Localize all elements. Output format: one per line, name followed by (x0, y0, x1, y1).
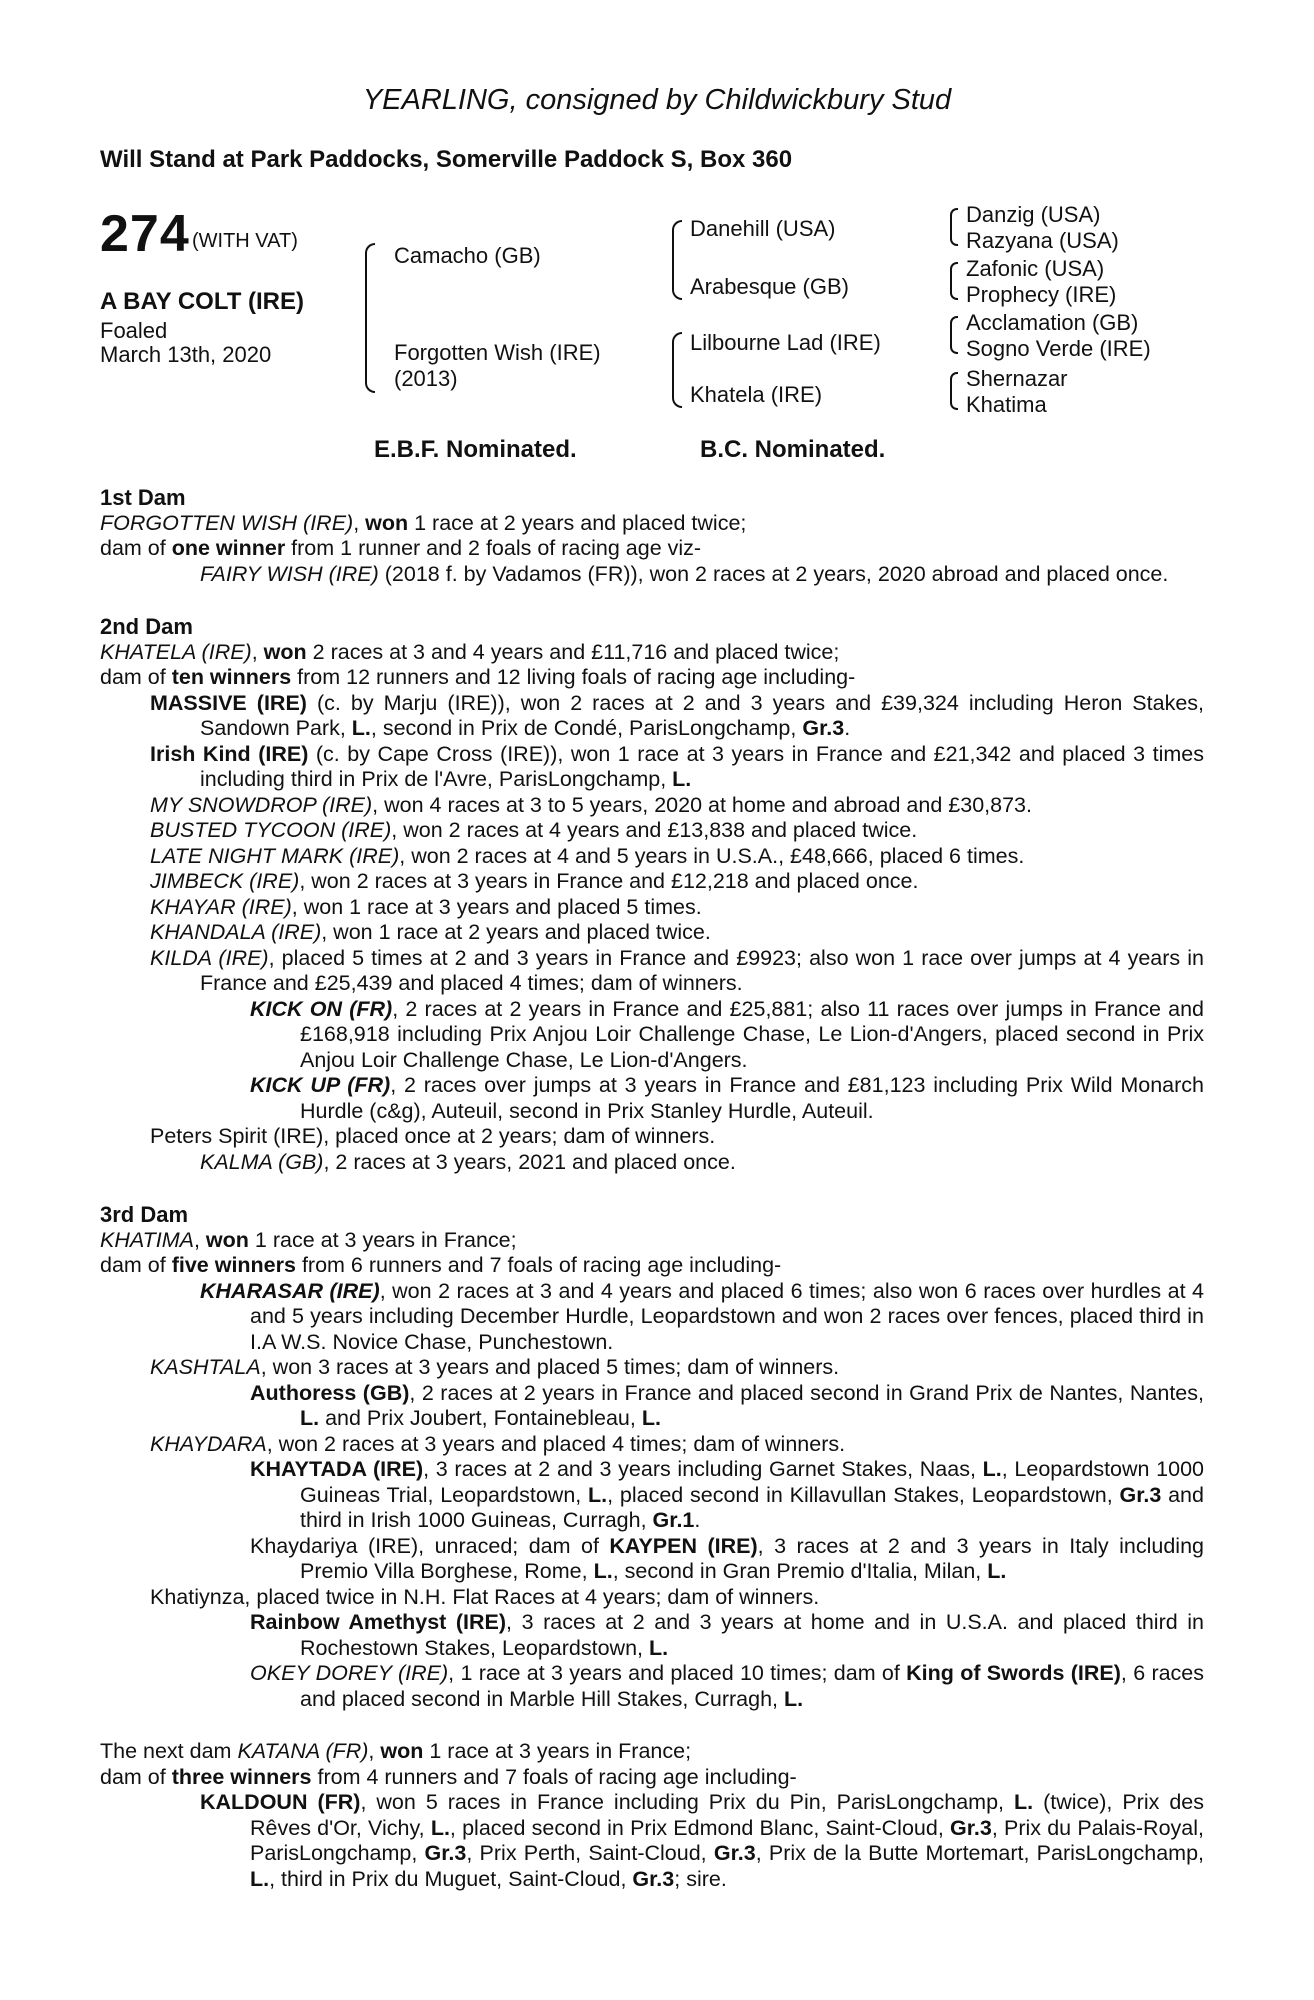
ebf-nominated: E.B.F. Nominated. (374, 436, 577, 463)
second-dam-line: KHATELA (IRE), won 2 races at 3 and 4 years and £11,716 and placed twice; (100, 639, 840, 664)
great-grandsire-2: Zafonic (USA) (966, 256, 1105, 281)
great-grandsire-1: Danzig (USA) (966, 202, 1101, 227)
produce-my-snowdrop: MY SNOWDROP (IRE), won 4 races at 3 to 5 years, 2020 at home and abroad and £30,873. (150, 792, 1032, 817)
sire-sire: Danehill (USA) (690, 216, 836, 241)
produce-kick-on: KICK ON (FR), 2 races at 2 years in France and £25,881; also 11 races over jumps in France and £168,918 including Prix Anjou Loir Challenge Chase, Le Lion-d'Angers, placed second in Prix Anjou Loir Challenge Chase, Le Lion-d'Angers. (250, 996, 1204, 1072)
produce-khaydariya: Khaydariya (IRE), unraced; dam of KAYPEN (IRE), 3 races at 2 and 3 years in Italy including Premio Villa Borghese, Rome, L., second in Gran Premio d'Italia, Milan, L. (250, 1533, 1204, 1583)
pedigree-brace-sire (672, 220, 682, 300)
produce-jimbeck: JIMBECK (IRE), won 2 races at 3 years in France and £12,218 and placed once. (150, 869, 919, 893)
produce-irish-kind: Irish Kind (IRE) (c. by Cape Cross (IRE)), won 1 race at 3 years in France and £21,342 and placed 3 times including third in Prix de l'Avre, ParisLongchamp, L. (150, 741, 1204, 791)
first-dam-line: FORGOTTEN WISH (IRE), won 1 race at 2 years and placed twice; (100, 510, 747, 535)
produce-kick-up: KICK UP (FR), 2 races over jumps at 3 years in France and £81,123 including Prix Wild Monarch Hurdle (c&g), Auteuil, second in Prix Stanley Hurdle, Auteuil. (250, 1073, 1204, 1123)
produce-peters-spirit: Peters Spirit (IRE), placed once at 2 years; dam of winners. (150, 1124, 716, 1148)
produce-khaydara: KHAYDARA, won 2 races at 3 years and placed 4 times; dam of winners. (150, 1431, 846, 1456)
lot-number: 274 (100, 205, 190, 263)
brace-g34 (950, 262, 958, 300)
dam-dam: Khatela (IRE) (690, 382, 823, 407)
produce-kashtala: KASHTALA, won 3 races at 3 years and placed 5 times; dam of winners. (150, 1355, 840, 1379)
produce-late-night-mark: LATE NIGHT MARK (IRE), won 2 races at 4 and 5 years in U.S.A., £48,666, placed 6 times. (150, 843, 1025, 868)
produce-okey-dorey: OKEY DOREY (IRE), 1 race at 3 years and placed 10 times; dam of King of Swords (IRE), 6 races and placed second in Marble Hill Stakes, Curragh, L. (250, 1661, 1205, 1711)
foaled-label: Foaled (100, 318, 168, 343)
vat-note: (WITH VAT) (192, 230, 298, 252)
dam-name: Forgotten Wish (IRE) (394, 340, 601, 365)
dam-sire: Lilbourne Lad (IRE) (690, 330, 881, 355)
catalogue-header: YEARLING, consigned by Childwickbury Stud (362, 84, 952, 116)
bc-nominated: B.C. Nominated. (700, 436, 886, 463)
produce-massive: MASSIVE (IRE) (c. by Marju (IRE)), won 2 races at 2 and 3 years and £39,324 including Heron Stakes, Sandown Park, L., second in Prix de Condé, ParisLongchamp, Gr.3. (150, 690, 1205, 740)
produce-kilda: KILDA (IRE), placed 5 times at 2 and 3 years in France and £9923; also won 1 race over jumps at 4 years in France and £25,439 and placed 4 times; dam of winners. (150, 945, 1204, 995)
brace-g78 (950, 372, 958, 410)
produce-authoress: Authoress (GB), 2 races at 2 years in France and placed second in Grand Prix de Nantes, Nantes, L. and Prix Joubert, Fontainebleau, L. (250, 1380, 1204, 1430)
produce-fairy-wish: FAIRY WISH (IRE) (2018 f. by Vadamos (FR)), won 2 races at 2 years, 2020 abroad and placed once. (200, 561, 1169, 586)
third-dam-line: KHATIMA, won 1 race at 3 years in France; (100, 1227, 517, 1252)
sire-dam: Arabesque (GB) (690, 274, 849, 299)
third-dam-heading: 3rd Dam (100, 1202, 189, 1227)
second-dam-heading: 2nd Dam (100, 614, 193, 639)
first-dam-produce-line: dam of one winner from 1 runner and 2 foals of racing age viz- (100, 536, 702, 560)
produce-rainbow-amethyst: Rainbow Amethyst (IRE), 3 races at 2 and 3 years at home and in U.S.A. and placed third in Rochestown Stakes, Leopardstown, L. (250, 1610, 1204, 1660)
second-dam-produce-line: dam of ten winners from 12 runners and 12 living foals of racing age including- (100, 665, 856, 689)
family-text (100, 485, 1204, 1892)
brace-g12 (950, 208, 958, 246)
third-dam-produce-line: dam of five winners from 6 runners and 7 foals of racing age including- (100, 1253, 782, 1277)
foaled-date: March 13th, 2020 (100, 342, 272, 367)
produce-khatiynza: Khatiynza, placed twice in N.H. Flat Races at 4 years; dam of winners. (150, 1584, 820, 1609)
stand-location: Will Stand at Park Paddocks, Somerville Paddock S, Box 360 (100, 146, 793, 173)
next-dam-line: The next dam KATANA (FR), won 1 race at 3 years in France; (100, 1739, 692, 1763)
sire-name: Camacho (GB) (394, 243, 541, 268)
brace-g56 (950, 316, 958, 354)
great-grandsire-3: Acclamation (GB) (966, 310, 1139, 335)
great-granddam-2: Prophecy (IRE) (966, 282, 1117, 307)
produce-kalma: KALMA (GB), 2 races at 3 years, 2021 and placed once. (200, 1149, 736, 1174)
produce-kharasar: KHARASAR (IRE), won 2 races at 3 and 4 years and placed 6 times; also won 6 races over hurdles at 4 and 5 years including December Hurdle, Leopardstown and won 2 races over fences, placed third in I.A W.S. Novice Chase, Punchestown. (200, 1278, 1204, 1354)
great-granddam-3: Sogno Verde (IRE) (966, 336, 1151, 361)
great-granddam-1: Razyana (USA) (966, 228, 1119, 253)
first-dam-heading: 1st Dam (100, 485, 186, 510)
produce-kaldoun: KALDOUN (FR), won 5 races in France including Prix du Pin, ParisLongchamp, L. (twice), Prix des Rêves d'Or, Vichy, L., placed second in Prix Edmond Blanc, Saint-Cloud, Gr.3, Prix du Palais-Royal, ParisLongchamp, Gr.3, Prix Perth, Saint-Cloud, Gr.3, Prix de la Butte Mortemart, ParisLongchamp, L., third in Prix du Muguet, Saint-Cloud, Gr.3; sire. (200, 1790, 1204, 1891)
produce-khandala: KHANDALA (IRE), won 1 race at 2 years and placed twice. (150, 920, 711, 944)
pedigree-brace-dam (672, 332, 682, 408)
great-grandsire-4: Shernazar (966, 366, 1068, 391)
pedigree-brace-main (365, 243, 375, 393)
horse-name: A BAY COLT (IRE) (100, 288, 305, 315)
dam-year: (2013) (394, 366, 458, 391)
next-dam-produce-line: dam of three winners from 4 runners and 7 foals of racing age including- (100, 1764, 797, 1789)
produce-khayar: KHAYAR (IRE), won 1 race at 3 years and placed 5 times. (150, 894, 702, 919)
produce-busted-tycoon: BUSTED TYCOON (IRE), won 2 races at 4 years and £13,838 and placed twice. (150, 818, 918, 842)
great-granddam-4: Khatima (966, 392, 1047, 417)
produce-khaytada: KHAYTADA (IRE), 3 races at 2 and 3 years including Garnet Stakes, Naas, L., Leopardstown 1000 Guineas Trial, Leopardstown, L., placed second in Killavullan Stakes, Leopardstown, Gr.3 and third in Irish 1000 Guineas, Curragh, Gr.1. (250, 1457, 1204, 1532)
